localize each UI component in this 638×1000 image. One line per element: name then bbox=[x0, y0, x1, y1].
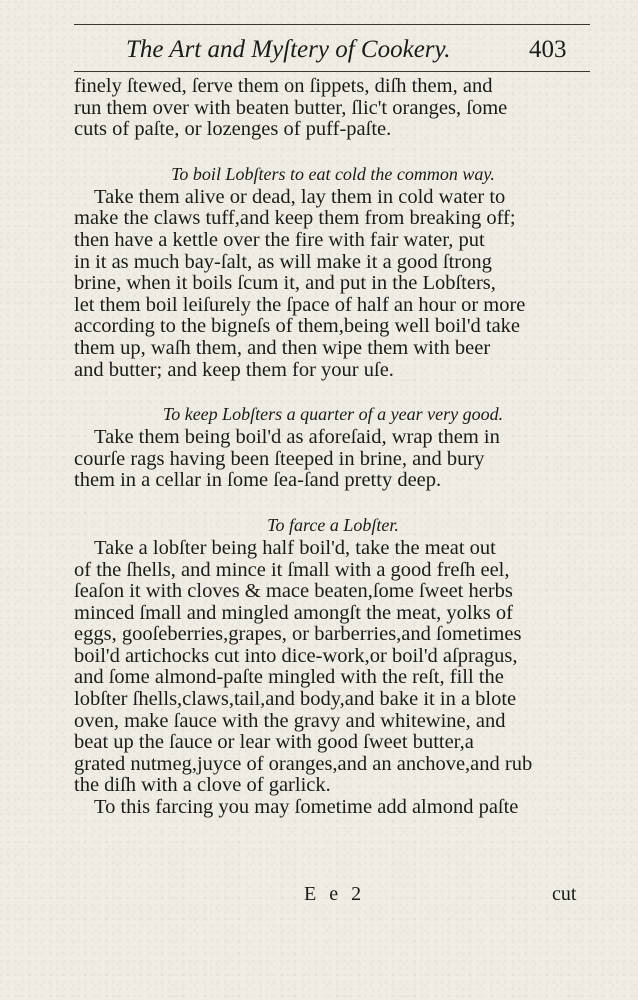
text-line: beat up the ſauce or lear with good ſweet butter,a bbox=[74, 732, 474, 754]
text-line: oven, make ſauce with the gravy and whitewine, and bbox=[74, 710, 506, 732]
text-line: the diſh with a clove of garlick. bbox=[74, 775, 331, 797]
text-line: according to the bigneſs of them,being well boil'd take bbox=[74, 316, 521, 338]
text-line: ſeaſon it with cloves & mace beaten,ſome ſweet herbs bbox=[74, 581, 513, 603]
text-line: let them boil leiſurely the ſpace of half an hour or more bbox=[74, 294, 526, 316]
header-rule-bottom bbox=[74, 71, 590, 72]
running-head bbox=[126, 33, 586, 67]
signature-mark: E e 2 bbox=[304, 883, 366, 905]
recipe-heading: To farce a Lobſter. bbox=[267, 514, 399, 535]
text-line: boil'd artichocks cut into dice-work,or boil'd aſpragus, bbox=[74, 645, 518, 667]
header-rule-top bbox=[74, 24, 590, 25]
page-body bbox=[74, 76, 592, 819]
text-line: of the ſhells, and mince it ſmall with a good freſh eel, bbox=[74, 559, 510, 581]
text-line: minced ſmall and mingled amongſt the meat, yolks of bbox=[74, 602, 513, 624]
text-line: and butter; and keep them for your uſe. bbox=[74, 359, 394, 381]
recipe-boil-lobsters bbox=[74, 161, 592, 381]
catchword: cut bbox=[552, 883, 577, 905]
recipe-heading: To keep Lobſters a quarter of a year very good. bbox=[162, 404, 504, 425]
text-line: eggs, gooſeberries,grapes, or barberries,and ſometimes bbox=[74, 624, 522, 646]
text-line: them up, waſh them, and then wipe them with beer bbox=[74, 337, 491, 359]
section-continuation bbox=[74, 76, 592, 141]
text-line: run them over with beaten butter, ſlic't oranges, ſome bbox=[74, 97, 508, 119]
text-line: then have a kettle over the fire with fair water, put bbox=[74, 229, 485, 251]
page-footer bbox=[304, 882, 604, 906]
text-line: grated nutmeg,juyce of oranges,and an anchove,and rub bbox=[74, 753, 533, 775]
text-line: lobſter ſhells,claws,tail,and body,and bake it in a blote bbox=[74, 689, 517, 711]
text-line: Take a lobſter being half boil'd, take the meat out bbox=[94, 537, 496, 559]
text-line: and ſome almond-paſte mingled with the reſt, fill the bbox=[74, 667, 504, 689]
text-line: Take them alive or dead, lay them in cold water to bbox=[94, 186, 506, 208]
text-line: them in a cellar in ſome ſea-ſand pretty deep. bbox=[74, 470, 442, 492]
page-number: 403 bbox=[529, 36, 567, 63]
text-line: make the claws tuff,and keep them from breaking off; bbox=[74, 208, 516, 230]
text-line: cuts of paſte, or lozenges of puff-paſte. bbox=[74, 119, 392, 141]
text-line: courſe rags having been ſteeped in brine, and bury bbox=[74, 448, 485, 470]
text-line: To this farcing you may ſometime add almond paſte bbox=[94, 797, 519, 819]
text-line: finely ſtewed, ſerve them on ſippets, diſh them, and bbox=[74, 76, 493, 97]
running-head-title: The Art and Myſtery of Cookery. bbox=[126, 36, 451, 63]
recipe-keep-lobsters bbox=[74, 401, 592, 492]
text-line: in it as much bay-ſalt, as will make it a good ſtrong bbox=[74, 251, 492, 273]
text-line: Take them being boil'd as aforeſaid, wrap them in bbox=[94, 427, 500, 449]
recipe-heading: To boil Lobſters to eat cold the common way. bbox=[171, 163, 495, 184]
recipe-farce-lobster bbox=[74, 512, 592, 819]
text-line: brine, when it boils ſcum it, and put in the Lobſters, bbox=[74, 273, 496, 295]
